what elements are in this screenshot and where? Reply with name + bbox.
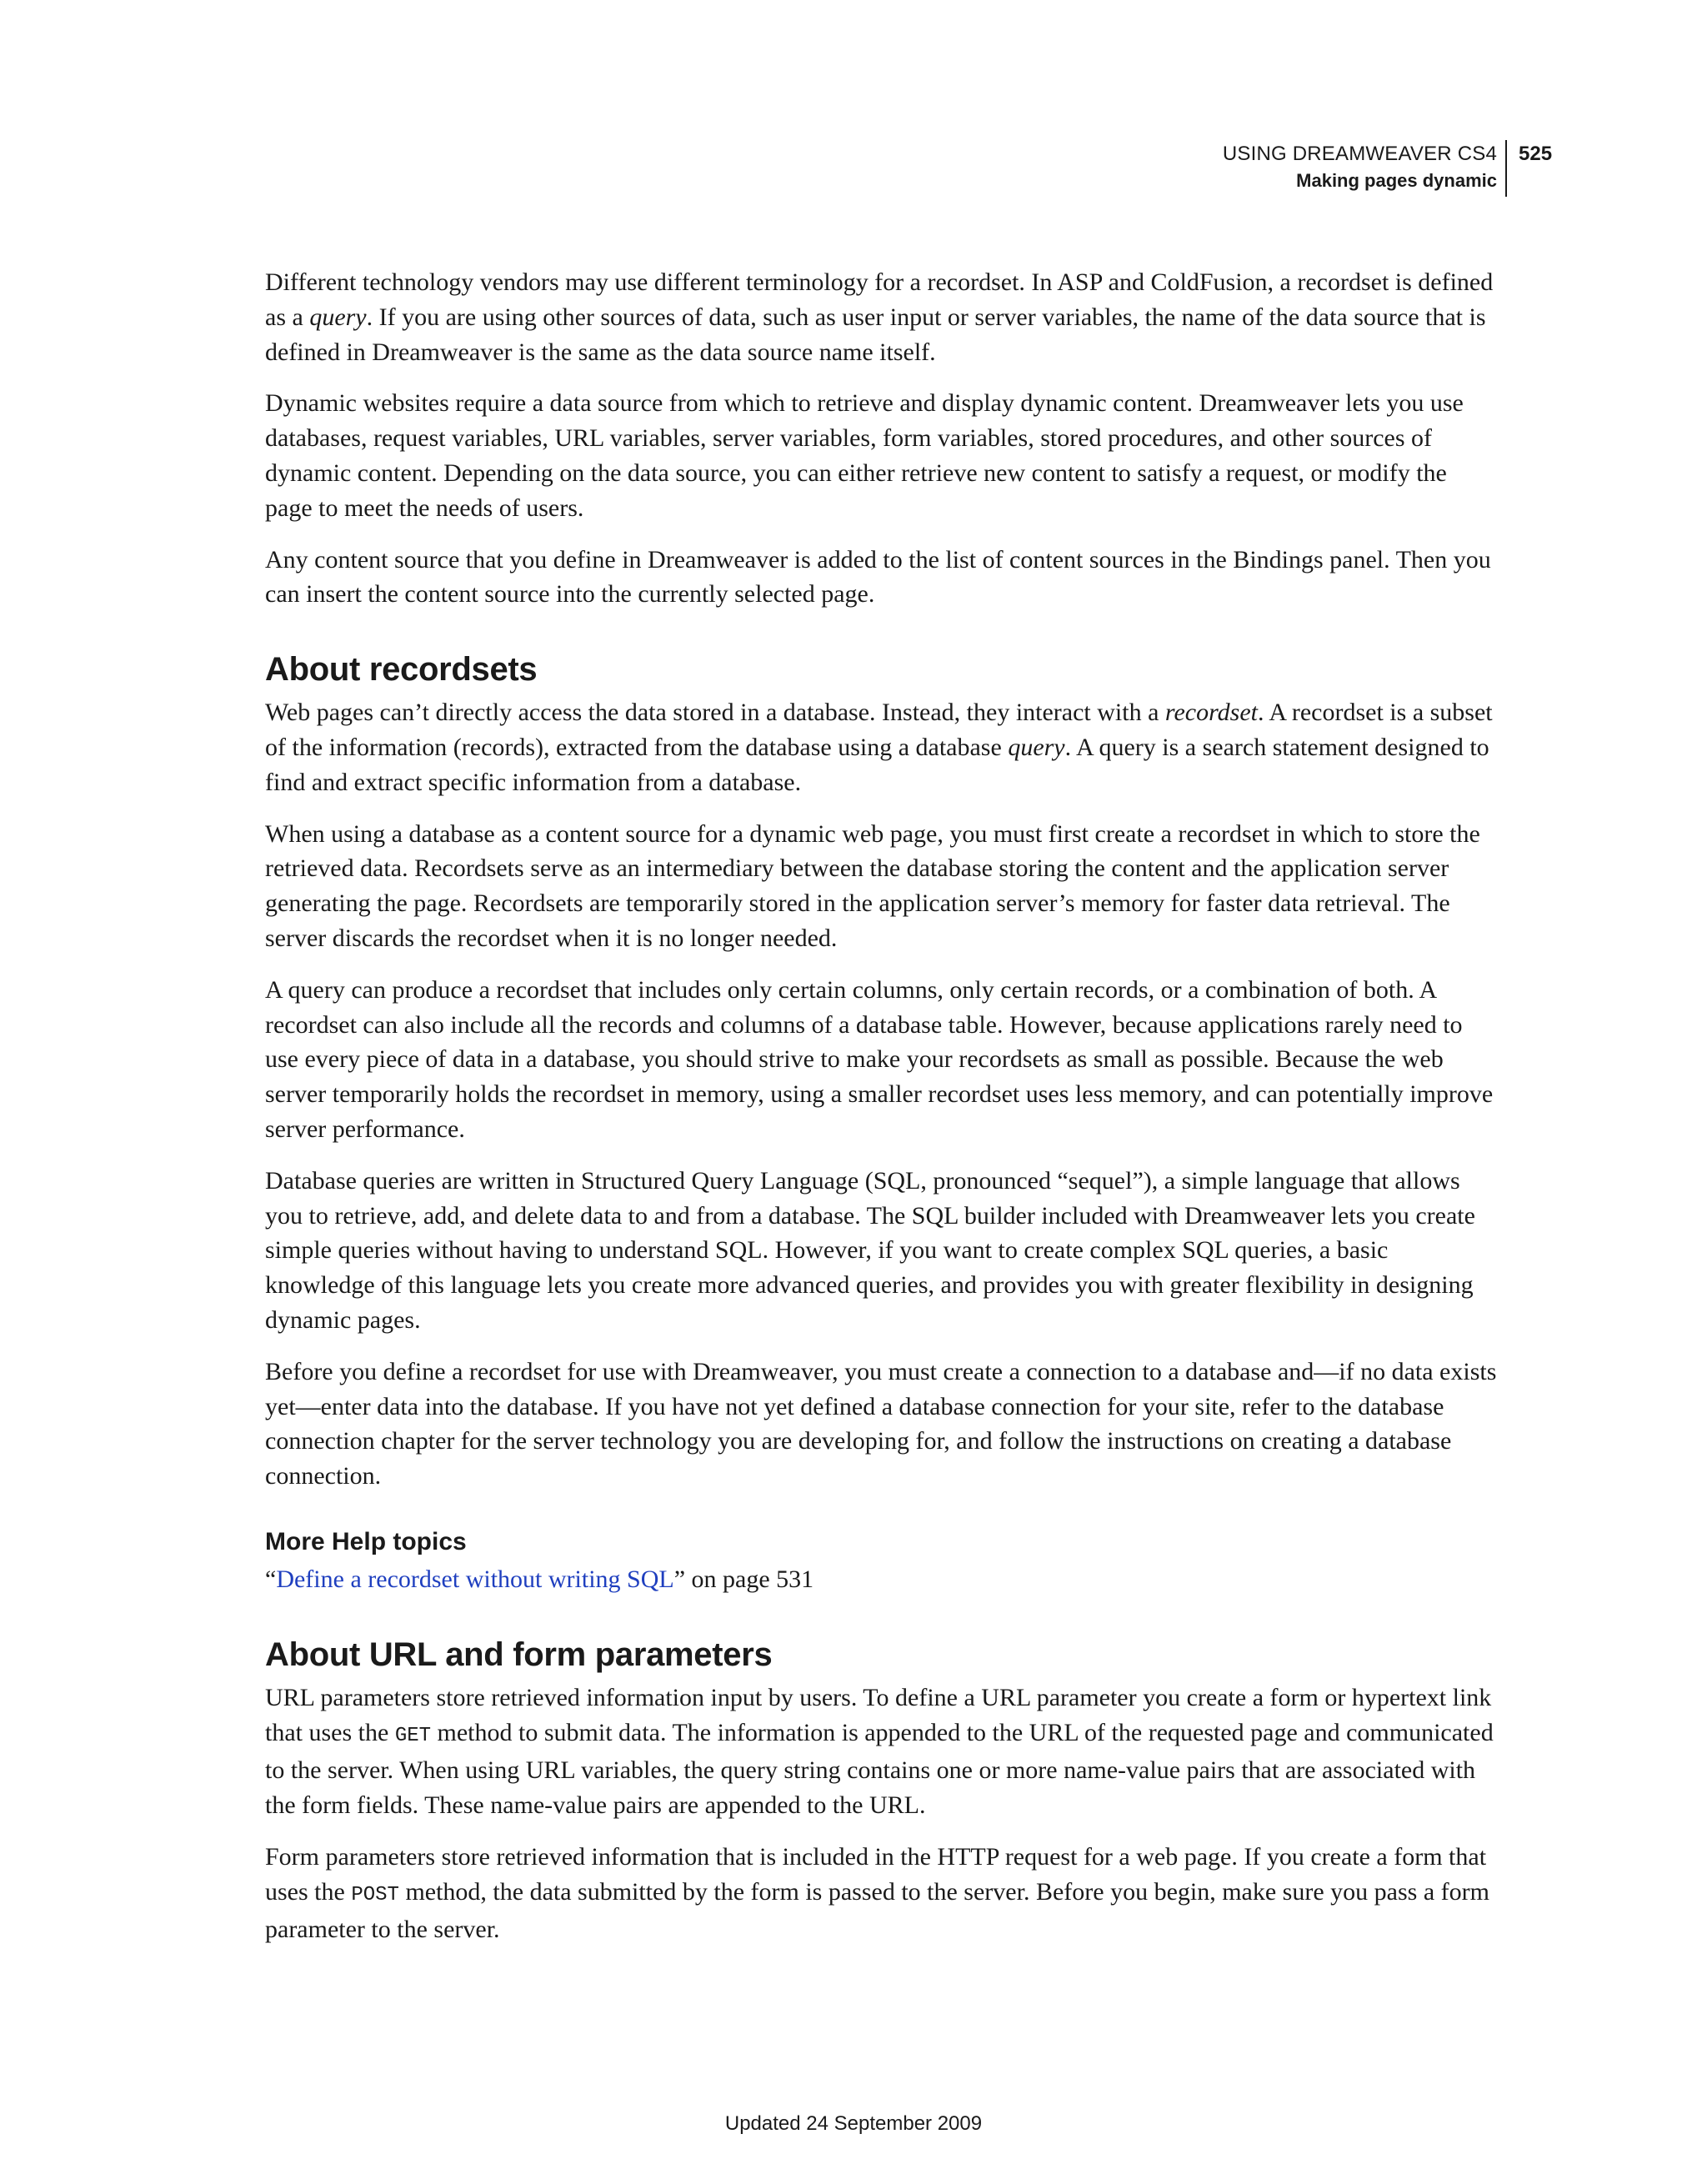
text-run: . A query is a search statement designed to find and extract specific information from a database. [265,733,1489,796]
code-post: POST [351,1883,399,1906]
code-get: GET [394,1724,432,1747]
url-form-paragraph-2 [265,1840,1497,1947]
chapter-title: Making pages dynamic [1296,170,1497,191]
recordsets-paragraph-4: Database queries are written in Structured Query Language (SQL, pronounced “sequel”), a simple language that allows you to retrieve, add, and delete data to and from a database. The SQL builder included with Dreamweaver lets you create simple queries without having to understand SQL. However, if you want to create complex SQL queries, a basic knowledge of this language lets you create more advanced queries, and provides you with greater flexibility in designing dynamic pages. [265,1166,1475,1334]
page-reference: ” on page 531 [673,1565,814,1593]
page-body [265,265,1497,1964]
recordsets-paragraph-1 [265,695,1497,799]
help-topic-link[interactable]: Define a recordset without writing SQL [276,1565,674,1593]
open-quote: “ [265,1565,277,1593]
heading-more-help-topics: More Help topics [265,1527,467,1555]
emphasis-query: query [1008,733,1065,761]
text-run: URL parameters store retrieved information input by users. To define a URL parameter you create a form or hypertext link that uses the [265,1683,1492,1746]
emphasis-query: query [309,303,367,331]
text-run: Web pages can’t directly access the data stored in a database. Instead, they interact with a [265,699,1165,727]
footer-updated-date: Updated 24 September 2009 [724,2112,983,2135]
help-topic-item [265,1562,1497,1597]
text-run: Different technology vendors may use different terminology for a recordset. In ASP and ColdFusion, a recordset is defined as a [265,268,1494,331]
intro-paragraph-3: Any content source that you define in Dreamweaver is added to the list of content sources in the Bindings panel. Then you can insert the content source into the currently selected page. [265,545,1491,609]
text-run: method to submit data. The information is appended to the URL of the requested page and communicated to the server. When using URL variables, the query string contains one or more name-value pairs that are associated with the form fields. These name-value pairs are appended to the URL. [265,1718,1494,1820]
heading-about-recordsets: About recordsets [265,651,538,689]
heading-url-form-parameters: About URL and form parameters [265,1635,773,1673]
recordsets-paragraph-2: When using a database as a content source for a dynamic web page, you must first create a recordset in which to store the retrieved data. Recordsets serve as an intermediary between the database storing the content and the application server generating the page. Recordsets are temporarily stored in the application server’s memory for faster data retrieval. The server discards the recordset when it is no longer needed. [265,819,1480,952]
text-run: . If you are using other sources of data, such as user input or server variables, the name of the data source that is defined in Dreamweaver is the same as the data source name itself. [265,303,1486,366]
intro-paragraph-2: Dynamic websites require a data source from which to retrieve and display dynamic content. Dreamweaver lets you use databases, request variables, URL variables, server variables, form variables, stored procedures, and other sources of dynamic content. Depending on the data source, you can either retrieve new content to satisfy a request, or modify the page to meet the needs of users. [265,389,1464,522]
emphasis-recordset: recordset [1164,699,1259,727]
recordsets-paragraph-5: Before you define a recordset for use with Dreamweaver, you must create a connection to a database and—if no data exists yet—enter data into the database. If you have not yet defined a database connection for your site, refer to the database connection chapter for the server technology you are developing for, and follow the instructions on creating a database connection. [265,1357,1497,1490]
page-number: 525 [1519,143,1553,165]
book-title: USING DREAMWEAVER CS4 [1222,143,1497,165]
text-run: Form parameters store retrieved information that is included in the HTTP request for a web page. If you create a form that uses the [265,1842,1487,1906]
intro-paragraph-1 [265,265,1497,369]
recordsets-paragraph-3: A query can produce a recordset that includes only certain columns, only certain records, or a combination of both. A recordset can also include all the records and columns of a database table. However, because applications rarely need to use every piece of data in a database, you should strive to make your recordsets as small as possible. Because the web server temporarily holds the recordset in memory, using a smaller recordset uses less memory, and can potentially improve server performance. [265,975,1494,1143]
url-form-paragraph-1 [265,1681,1497,1823]
text-run: . A recordset is a subset of the information (records), extracted from the database using a database [265,699,1493,761]
running-head [1223,140,1507,197]
text-run: method, the data submitted by the form is passed to the server. Before you begin, make sure you pass a form parameter to the server. [265,1877,1489,1944]
